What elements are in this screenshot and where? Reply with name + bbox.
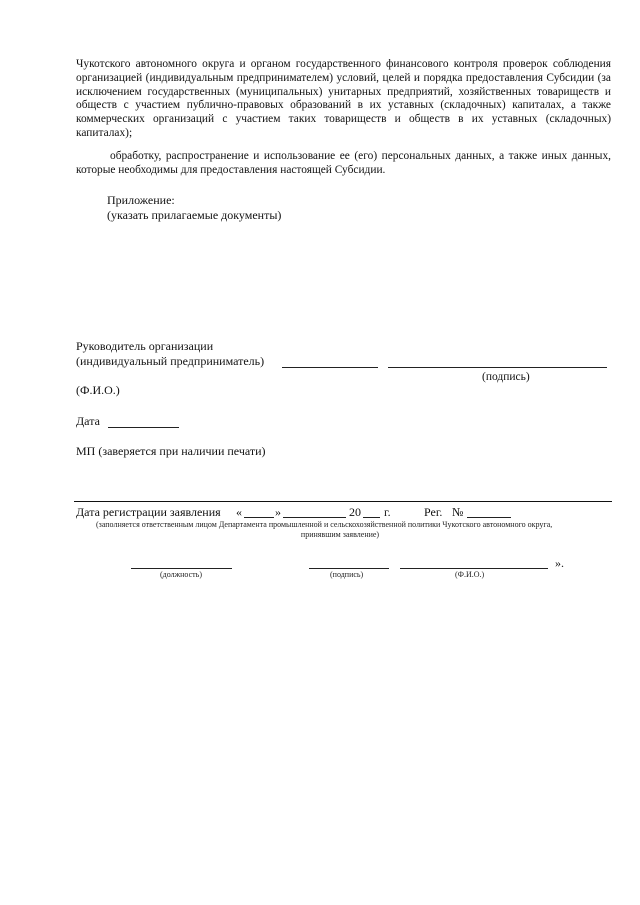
- fio-caption: (Ф.И.О.): [76, 383, 120, 397]
- registration-date-label: Дата регистрации заявления: [76, 505, 221, 519]
- signature-line[interactable]: [388, 367, 607, 368]
- quote-close: »: [275, 505, 281, 519]
- registration-year-prefix: 20: [349, 505, 361, 519]
- caption-signature: (подпись): [330, 570, 364, 579]
- appendix-note: (указать прилагаемые документы): [107, 208, 282, 222]
- date-line[interactable]: [108, 427, 179, 428]
- number-sign: №: [452, 505, 464, 519]
- registration-year-line[interactable]: [363, 517, 380, 518]
- registration-year-suffix: г.: [384, 505, 391, 519]
- caption-fio: (Ф.И.О.): [455, 570, 485, 579]
- consent-paragraph-personal-data: обработку, распространение и использование ее (его) персональных данных, а также иных данных, которые необходимы для предоставления настоящей Субсидии.: [76, 150, 611, 176]
- caption-position: (должность): [160, 570, 202, 579]
- appendix-section: [107, 193, 281, 223]
- appendix-title: Приложение:: [107, 193, 175, 207]
- quote-open: «: [236, 505, 242, 519]
- registration-reg-label: Рег.: [424, 505, 443, 519]
- closing-mark: ».: [555, 556, 564, 570]
- registration-day-line[interactable]: [244, 517, 274, 518]
- registration-note-line1: (заполняется ответственным лицом Департамента промышленной и сельскохозяйственной политики Чукотского автономного округа,: [96, 520, 553, 529]
- registration-month-line[interactable]: [283, 517, 346, 518]
- section-divider: [74, 501, 612, 502]
- position-line[interactable]: [282, 367, 378, 368]
- official-signature-line[interactable]: [309, 568, 389, 569]
- consent-paragraph-control: Чукотского автономного округа и органом государственного финансового контроля проверок соблюдения организацией (индивидуальным предпринимателем) условий, целей и порядка предоставления Субсидии (за исключением государственных (муниципальных) унитарных предприятий, хозяйственных товариществ и обществ с участием публично-правовых образований в их уставных (складочных) капиталах, а также коммерческих организаций с участием таких товариществ и обществ в их уставных (складочных) капиталах);: [76, 58, 611, 139]
- individual-entrepreneur-label: (индивидуальный предприниматель): [76, 354, 265, 368]
- date-label: Дата: [76, 414, 100, 428]
- registration-note-line2: принявшим заявление): [300, 530, 380, 539]
- official-position-line[interactable]: [131, 568, 232, 569]
- stamp-label: МП (заверяется при наличии печати): [76, 444, 266, 458]
- head-of-organization-label: Руководитель организации: [76, 339, 214, 353]
- signature-caption: (подпись): [482, 371, 530, 383]
- registration-number-line[interactable]: [467, 517, 511, 518]
- official-fio-line[interactable]: [400, 568, 548, 569]
